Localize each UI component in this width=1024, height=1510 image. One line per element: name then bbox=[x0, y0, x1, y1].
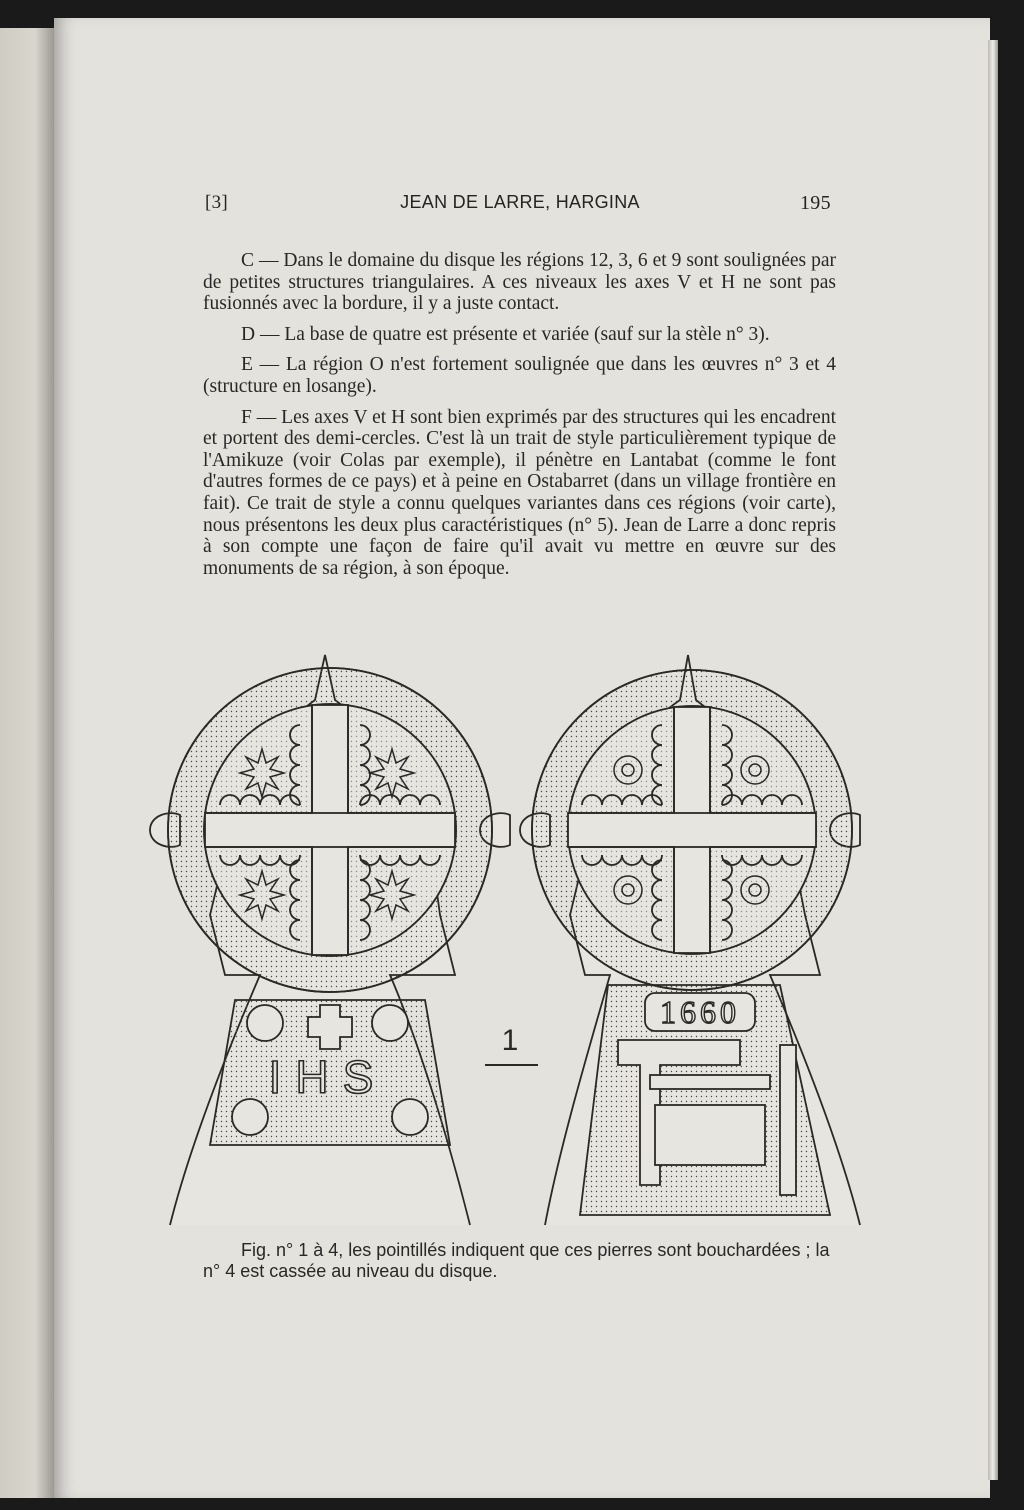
body-text bbox=[203, 250, 836, 588]
stele-left bbox=[150, 655, 510, 1225]
stele-left-base-letters: IHS bbox=[268, 1051, 388, 1103]
paragraph-f: F — Les axes V et H sont bien exprimés par des structures qui les encadrent et portent des demi-cercles. C'est là un trait de style particulièrement typique de l'Amikuze (voir Colas par exemple), il pénètre en Lantabat (comme le font d'autres formes de ce pays) et à peine en Ostabarret (dans un village frontière en fait). Ce trait de style a connu quelques variantes dans ces régions (voir carte), nous présentons les deux plus caractéristiques (n° 5). Jean de Larre a donc repris à son compte une façon de faire qu'il avait vu mettre en œuvre sur des monuments de sa région, à son époque. bbox=[203, 406, 836, 579]
stele-right bbox=[520, 655, 860, 1225]
paragraph-c: C — Dans le domaine du disque les régions 12, 3, 6 et 9 sont soulignées par de petites structures triangulaires. A ces niveaux les axes V et H ne sont pas fusionnés avec la bordure, il y a juste contact. bbox=[203, 250, 836, 315]
figure-number: 1 bbox=[501, 1024, 519, 1057]
page-number: 195 bbox=[800, 192, 831, 214]
stele-figure bbox=[140, 645, 880, 1235]
running-header-title: JEAN DE LARRE, HARGINA bbox=[400, 192, 640, 212]
paragraph-d: D — La base de quatre est présente et variée (sauf sur la stèle n° 3). bbox=[241, 323, 770, 345]
paragraph-e: E — La région O n'est fortement soulignée que dans les œuvres n° 3 et 4 (structure en losange). bbox=[203, 354, 836, 397]
running-header-section: [3] bbox=[205, 192, 229, 213]
page-stack-edge bbox=[988, 40, 998, 1480]
figure-caption: Fig. n° 1 à 4, les pointillés indiquent que ces pierres sont bouchardées ; la n° 4 est cassée au niveau du disque. bbox=[203, 1240, 830, 1281]
previous-page-edge bbox=[0, 28, 58, 1498]
stele-right-date: 1660 bbox=[660, 994, 740, 1030]
